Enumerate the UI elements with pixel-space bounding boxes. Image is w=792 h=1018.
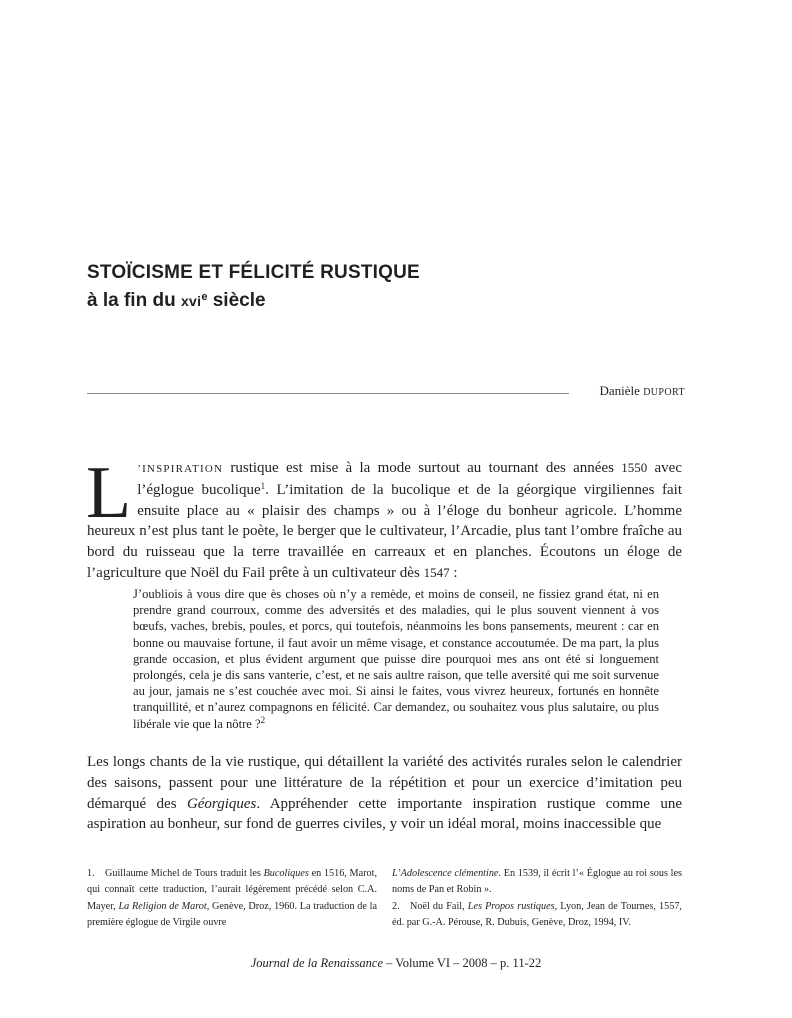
footnote-column-left	[87, 866, 377, 932]
footnote-ref-2[interactable]: 2	[260, 714, 266, 725]
author-rule	[87, 393, 569, 394]
footnote-ref-1[interactable]: 1	[260, 480, 266, 491]
page-footer: Journal de la Renaissance – Volume VI – 2008 – p. 11-22	[250, 956, 542, 970]
footnote-1: 1. Guillaume Michel de Tours traduit les Bucoliques en 1516, Marot, qui connaît cette traduction, l’aurait légèrement précédé selon C.A. Mayer, La Religion de Marot, Genève, Droz, 1960. La traduction de la première églogue de Virgile ouvre	[87, 868, 378, 929]
footnote-1-continued: L’Adolescence clémentine. En 1539, il écrit l’« Églogue au roi sous les noms de Pan et Robin ».	[392, 868, 682, 896]
century-numeral: xvi	[180, 293, 202, 309]
article-title: STOÏCISME ET FÉLICITÉ RUSTIQUE	[87, 262, 420, 283]
footnote-column-right	[392, 866, 682, 932]
drop-cap: L	[86, 452, 132, 534]
author-name: Danièle DUPORT	[599, 383, 685, 398]
article-subtitle: à la fin du xvi$^e$ siècle	[87, 290, 266, 311]
footnote-2: 2. Noël du Fail, Les Propos rustiques, Lyon, Jean de Tournes, 1557, éd. par G.-A. Pérouse, R. Dubuis, Genève, Droz, 1994, IV.	[392, 900, 682, 929]
body-paragraph: Les longs chants de la vie rustique, qui détaillent la variété des activités rurales selon le calendrier des saisons, passent pour une littérature de la répétition et pour un exercice d’imitation peu démarqué des Géorgiques. Appréhender cette importante inspiration rustique comme une aspiration au bonheur, sur fond de guerres civiles, y voir un idéal moral, moins inaccessible que	[87, 754, 682, 833]
block-quote: J’oubliois à vous dire que ès choses où n’y a remède, et moins de conseil, ne fissiez grand état, ni en prendre grand courroux, comme des adversités et des maladies, qui le plus souvent viennent à vos bœufs, vaches, brebis, poules, et porcs, qui toutefois, néanmoins les bons pansements, meurent : car en bonne ou mauvaise fortune, il faut avoir un même visage, et constance accoutumée. De ma part, la plus grande occasion, et plus évident argument que puisse dire pourquoi mes ans ont été si longuement prolongés, cela je dis sans vanterie, c’est, et ne sais aultre raison, que telle aversité qui me soit survenue au jour, jamais ne s’est couchée avec moi. Si ainsi le faites, vous vivrez heureux, fortunés en honnête tranquillité, et n’aurez compagnons en félicité. Car demandez, ou souhaitez vous plus salutaire, ou plus libérale vie que la nôtre ?$^2$	[133, 587, 659, 731]
intro-paragraph: L ’INSPIRATION rustique est mise à la mode surtout au tournant des années 1550 avec l’églogue bucolique$^1$. L’imitation de la bucolique et de la géorgique virgiliennes fait ensuite place au « plaisir des champs » ou à l’éloge du bonheur agricole. L’homme heureux n’est plus tant le poète, le berger que le cultivateur, l’Arcadie, plus tant l’ombre fraîche au bord du ruisseau que la terre travaillée en carreaux et en planches. Écoutons un éloge de l’agriculture que Noël du Fail prête à un cultivateur dès 1547 :	[86, 452, 682, 581]
